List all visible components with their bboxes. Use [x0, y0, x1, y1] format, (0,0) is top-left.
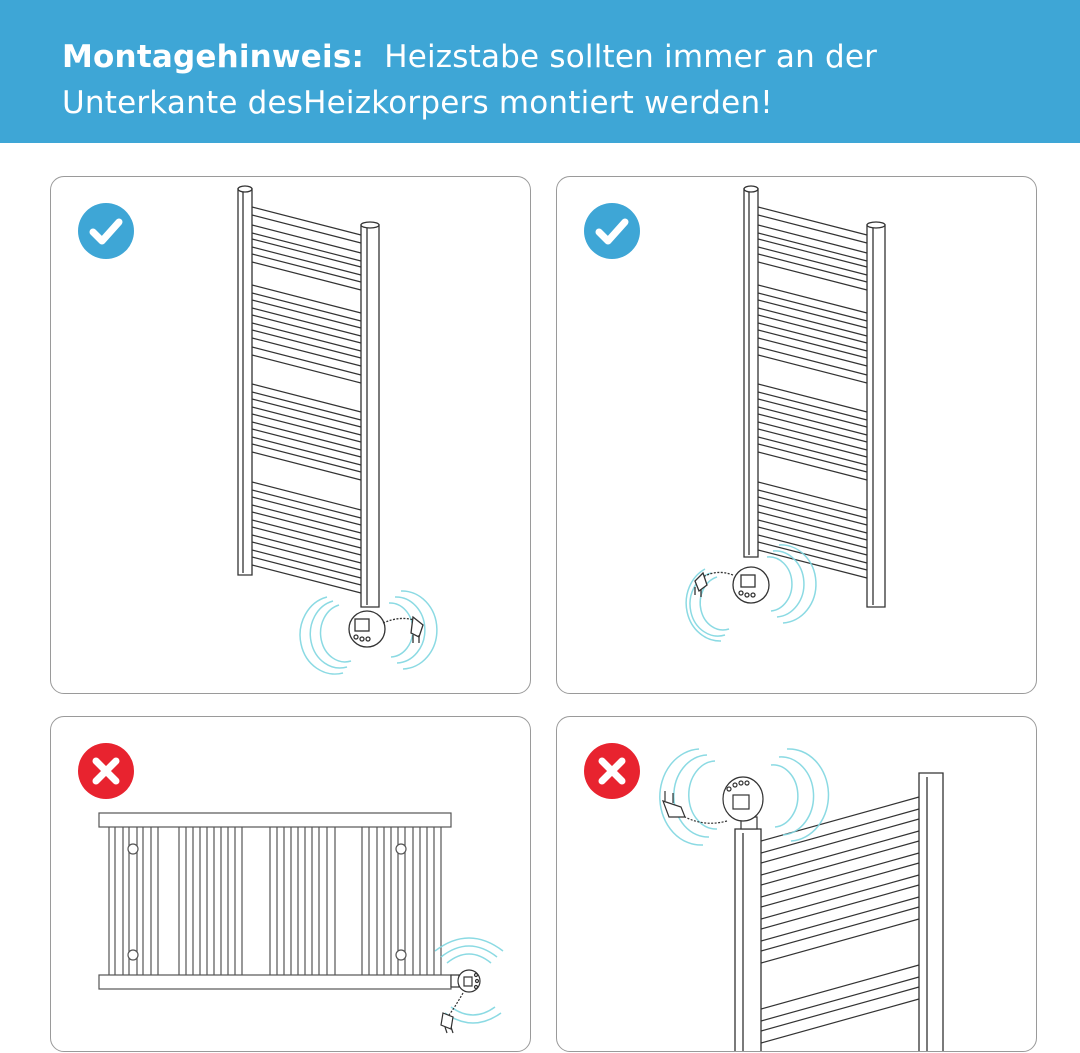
panel-wrong-horizontal-side [50, 716, 531, 1052]
wrong-cross-icon [78, 743, 134, 799]
banner-text-1: Heizstabe sollten immer an der [384, 39, 878, 75]
correct-check-icon [584, 203, 640, 259]
panel-correct-bottom-right [50, 176, 531, 694]
banner-text-2: Unterkante desHeizkorpers montiert werden! [62, 85, 773, 121]
panel-correct-bottom-left [556, 176, 1037, 694]
wrong-cross-icon [584, 743, 640, 799]
correct-check-icon [78, 203, 134, 259]
panel-wrong-top-mount [556, 716, 1037, 1052]
mounting-note-banner [0, 0, 1080, 143]
banner-label: Montagehinweis: [62, 39, 365, 75]
banner-line-1 [62, 34, 1080, 80]
